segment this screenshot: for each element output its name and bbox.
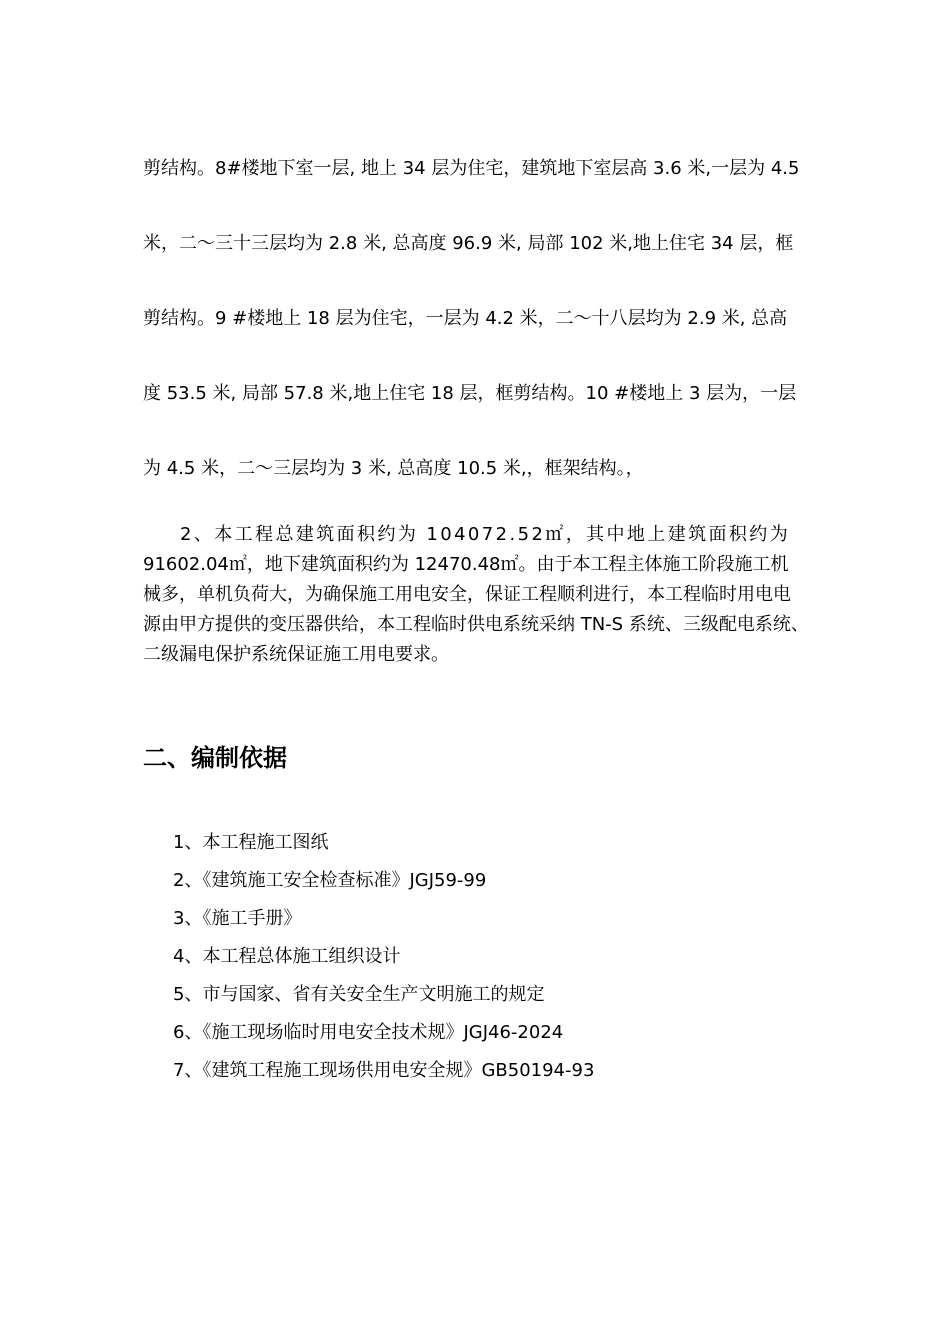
- section-heading: 二、编制依据: [143, 744, 287, 772]
- paragraph-line: 二级漏电保护系统保证施工用电要求。: [143, 644, 449, 665]
- paragraph-line: 米，二～三十三层均为 2.8 米, 总高度 96.9 米, 局部 102 米,地上住宅 34 层，框: [143, 233, 794, 254]
- reference-item: 6、《施工现场临时用电安全技术规》JGJ46-2024: [173, 1022, 564, 1043]
- paragraph-line: 为 4.5 米，二～三层均为 3 米, 总高度 10.5 米,，框架结构。，: [143, 458, 644, 479]
- reference-item: 7、《建筑工程施工现场供用电安全规》GB50194-93: [173, 1060, 595, 1081]
- reference-item: 4、本工程总体施工组织设计: [173, 946, 401, 967]
- reference-list: [173, 824, 594, 1090]
- reference-item: 5、市与国家、省有关安全生产文明施工的规定: [173, 984, 545, 1005]
- paragraph-line: 度 53.5 米, 局部 57.8 米,地上住宅 18 层，框剪结构。10 #楼地上 3 层为，一层: [143, 383, 797, 404]
- reference-item: 1、本工程施工图纸: [173, 832, 329, 853]
- building-area-paragraph: [143, 520, 833, 670]
- reference-item: 3、《施工手册》: [173, 908, 302, 929]
- paragraph-line: 源由甲方提供的变压器供给，本工程临时供电系统采纳 TN-S 系统、三级配电系统、: [143, 614, 809, 635]
- paragraph-line: 2、本工程总建筑面积约为 104072.52㎡，其中地上建筑面积约为: [180, 524, 791, 545]
- paragraph-line: 剪结构。8#楼地下室一层, 地上 34 层为住宅，建筑地下室层高 3.6 米,一层为 4.5: [143, 158, 800, 179]
- reference-item: 2、《建筑施工安全检查标准》JGJ59-99: [173, 870, 487, 891]
- project-description-paragraph: [143, 131, 833, 506]
- paragraph-line: 械多，单机负荷大，为确保施工用电安全，保证工程顺利进行，本工程临时用电电: [143, 584, 791, 605]
- paragraph-line: 剪结构。9 #楼地上 18 层为住宅，一层为 4.2 米，二～十八层均为 2.9 米, 总高: [143, 308, 788, 329]
- paragraph-line: 91602.04㎡，地下建筑面积约为 12470.48㎡。由于本工程主体施工阶段施工机: [143, 554, 789, 575]
